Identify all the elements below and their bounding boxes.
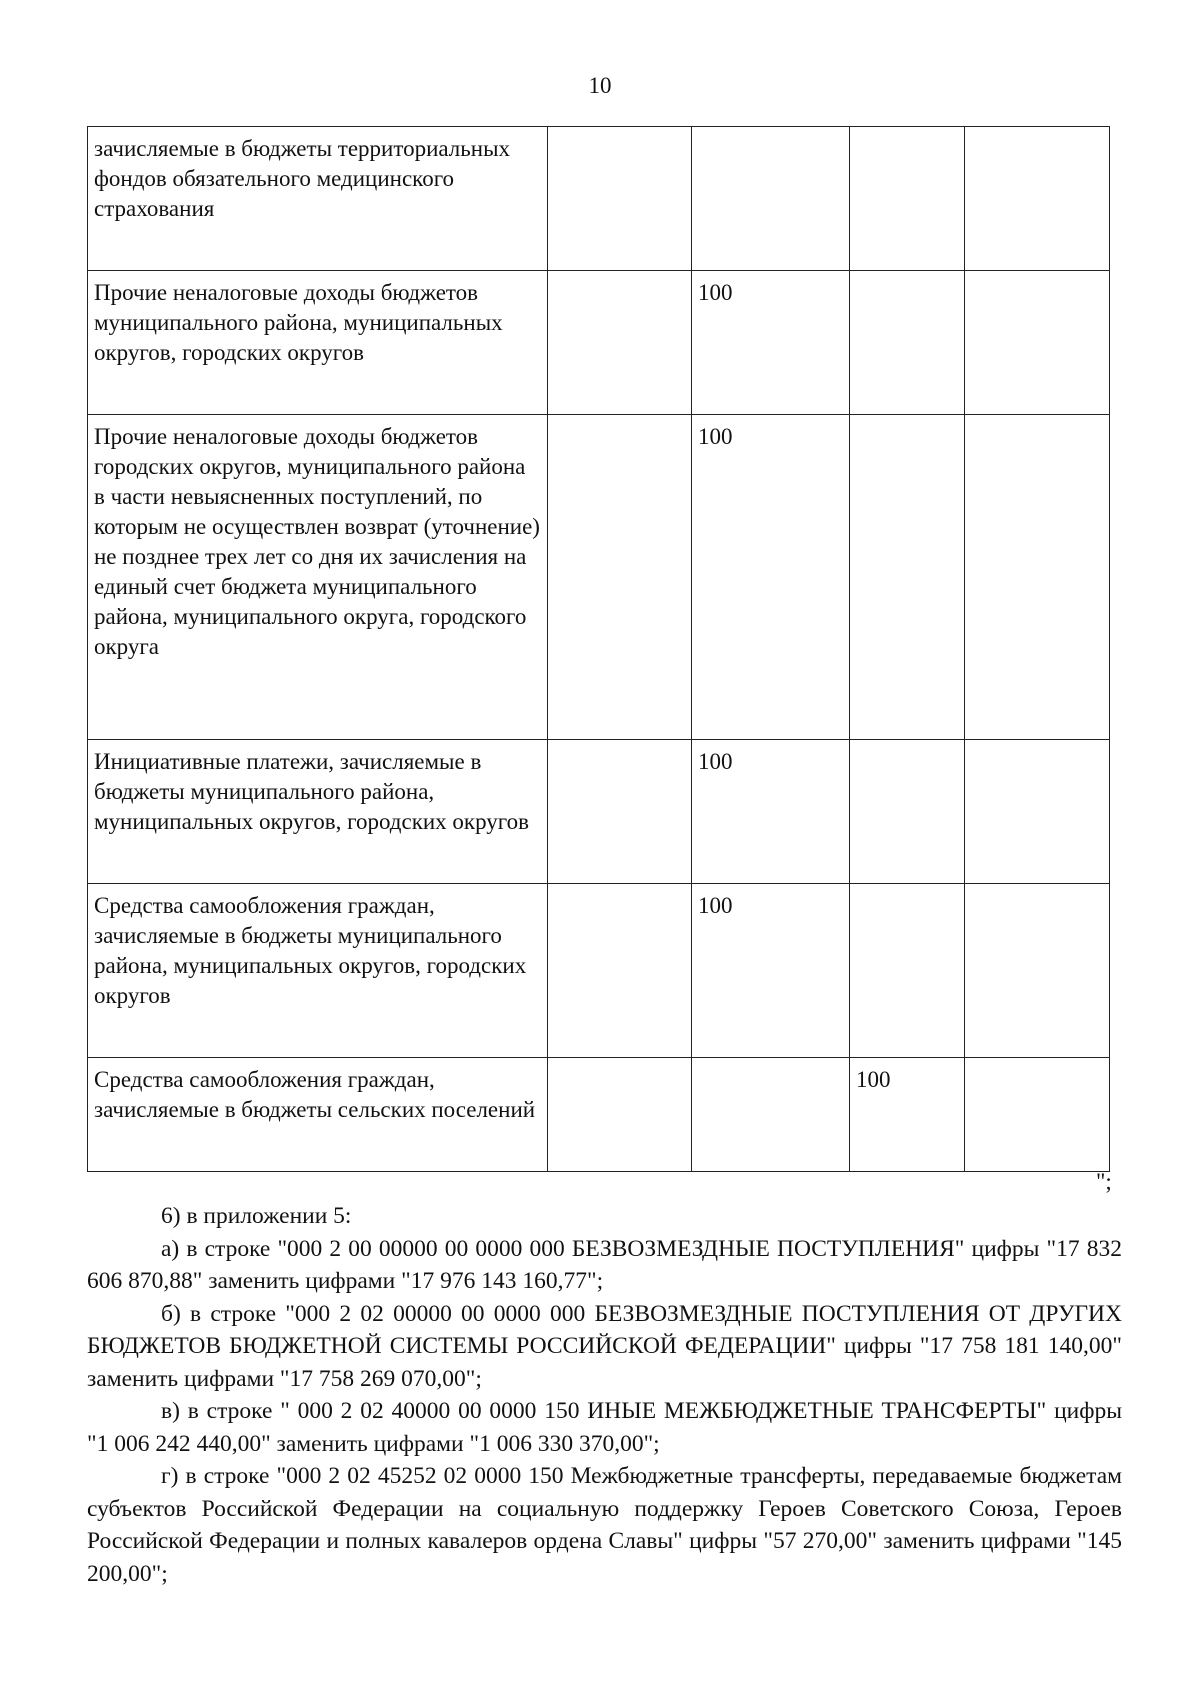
table-cell: [548, 127, 692, 271]
table-cell-name: Прочие неналоговые доходы бюджетов муниципального района, муниципальных округов, городских округов: [88, 271, 548, 415]
paragraph-g: г) в строке "000 2 02 45252 02 0000 150 Межбюджетные трансферты, передаваемые бюджетам субъектов Российской Федерации на социальную поддержку Героев Советского Союза, Героев Российской Федерации и полных кавалеров ордена Славы" цифры "57 270,00" заменить цифрами "145 200,00";: [87, 1463, 1122, 1587]
table-row: [88, 271, 1110, 415]
table-row: [88, 415, 1110, 740]
table-cell: [548, 1058, 692, 1172]
table-row: [88, 740, 1110, 884]
paragraph-a: а) в строке "000 2 00 00000 00 0000 000 БЕЗВОЗМЕЗДНЫЕ ПОСТУПЛЕНИЯ" цифры "17 832 606 870,88" заменить цифрами "17 976 143 160,77";: [87, 1235, 1122, 1294]
table-cell: 100: [850, 1058, 965, 1172]
table-cell: 100: [692, 884, 850, 1058]
amendment-text: [87, 1200, 1122, 1590]
table-cell: [965, 271, 1110, 415]
paragraph-v: в) в строке " 000 2 02 40000 00 0000 150 ИНЫЕ МЕЖБЮДЖЕТНЫЕ ТРАНСФЕРТЫ" цифры "1 006 242 440,00" заменить цифрами "1 006 330 370,00";: [87, 1398, 1122, 1457]
table-cell: [850, 884, 965, 1058]
table-row: [88, 127, 1110, 271]
table-cell-name: Средства самообложения граждан, зачисляемые в бюджеты сельских поселений: [88, 1058, 548, 1172]
table-cell: [850, 271, 965, 415]
table-cell: [692, 1058, 850, 1172]
table-cell: 100: [692, 415, 850, 740]
table-cell: [548, 884, 692, 1058]
table-cell: [965, 415, 1110, 740]
table-cell: [850, 127, 965, 271]
table-cell: [548, 740, 692, 884]
table-cell: [850, 740, 965, 884]
paragraph-b: б) в строке "000 2 02 00000 00 0000 000 БЕЗВОЗМЕЗДНЫЕ ПОСТУПЛЕНИЯ ОТ ДРУГИХ БЮДЖЕТОВ БЮДЖЕТНОЙ СИСТЕМЫ РОССИЙСКОЙ ФЕДЕРАЦИИ" цифры "17 758 181 140,00" заменить цифрами "17 758 269 070,00";: [87, 1300, 1122, 1392]
table-cell: 100: [692, 740, 850, 884]
table-cell: [850, 415, 965, 740]
table-cell: 100: [692, 271, 850, 415]
table-cell: [965, 127, 1110, 271]
table-cell-name: Прочие неналоговые доходы бюджетов городских округов, муниципального района в части невыясненных поступлений, по которым не осуществлен возврат (уточнение) не позднее трех лет со дня их зачисления на единый счет бюджета муниципального района, муниципального округа, городского округа: [88, 415, 548, 740]
table-cell: [965, 884, 1110, 1058]
revenue-distribution-table: [87, 126, 1110, 1172]
table-row: [88, 884, 1110, 1058]
closing-quote: ";: [1096, 1169, 1112, 1194]
table-row: [88, 1058, 1110, 1172]
table-cell: [965, 1058, 1110, 1172]
page-number: 10: [588, 73, 612, 98]
paragraph-heading: 6) в приложении 5:: [161, 1203, 352, 1229]
table-cell: [965, 740, 1110, 884]
table-cell: [692, 127, 850, 271]
table-cell: [548, 271, 692, 415]
table-cell-name: Инициативные платежи, зачисляемые в бюджеты муниципального района, муниципальных округов, городских округов: [88, 740, 548, 884]
table-cell-name: зачисляемые в бюджеты территориальных фондов обязательного медицинского страхования: [88, 127, 548, 271]
table-cell: [548, 415, 692, 740]
table-cell-name: Средства самообложения граждан, зачисляемые в бюджеты муниципального района, муниципальных округов, городских округов: [88, 884, 548, 1058]
